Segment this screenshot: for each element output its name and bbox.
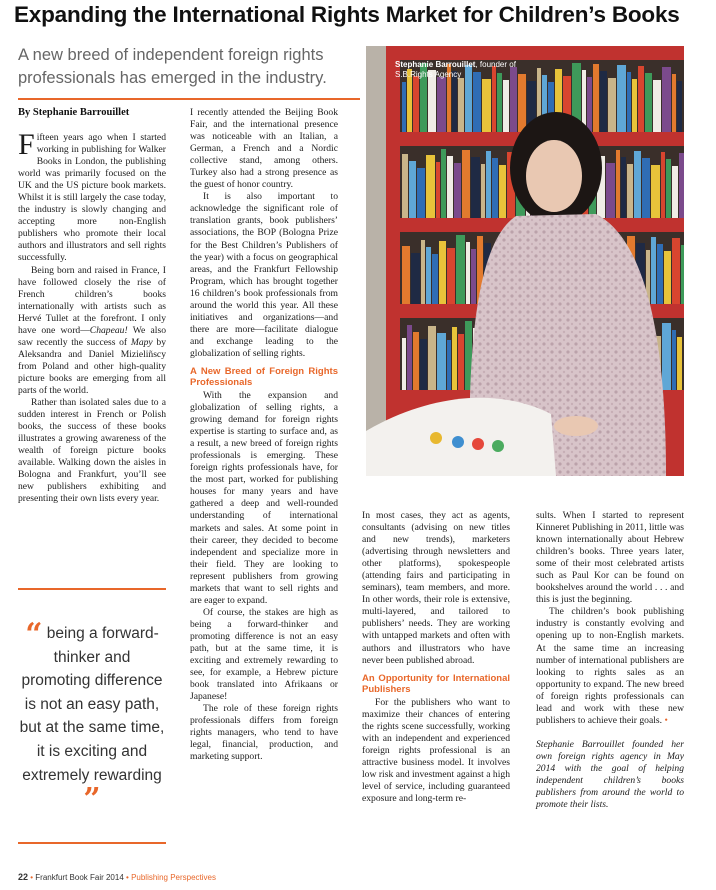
- paragraph: Of course, the stakes are high as being a forward-thinker and promoting difference is not an easy path, but at the same time, it is exciting and extremely rewarding to see, for example, a Hebrew picture book translated into Afrikaans or Japanese!: [190, 606, 338, 703]
- paragraph: In most cases, they act as agents, consultants (advising on new titles and new trends), marketers (advertising through newsletters and other platforms), spokespeople (attending fairs and participating in seminars), team members, and more. In other words, their role is extensive, multi-layered, and tailored to publishers’ needs. They are working with untapped markets and often with authors and illustrators who have never been published abroad.: [362, 510, 510, 666]
- pull-quote-text: being a forward-thinker and promoting difference is not an easy path, but at the same time, it is exciting and extremely rewarding: [19, 625, 165, 784]
- paragraph: With the expansion and globalization of selling rights, a growing demand for foreign rights expertise is starting to surface and, as a result, a new breed of foreign rights professionals is emerging. These foreign rights professionals have, for the most part, worked for publishing houses for many years and have gathered a deep and well-rounded understanding of international markets and sales. At some point in their career, they decided to become independent and specialize more in their field. They are looking to represent publishers from growing markets that want to sell rights and are eager to expand.: [190, 389, 338, 606]
- article-title: Expanding the International Rights Market for Children’s Books: [14, 2, 680, 27]
- paragraph: For the publishers who want to maximize their chances of entering the rights scene successfully, working with an independent and experienced foreign rights professional is an attractive business model. It involves low risk and investment against a high level of service, including guaranteed exposure and long-term re-: [362, 696, 510, 804]
- close-quote-icon: ”: [83, 782, 101, 818]
- paragraph: The children’s book publishing industry is constantly evolving and opening up to non-English markets. At the same time an increasing number of international publishers are looking to rights sales as an opportunity to expand. The new breed of foreign rights professionals can lead and work with these new publishers to achieve their goals. •: [536, 606, 684, 726]
- end-mark: •: [664, 714, 668, 726]
- paragraph: Fifteen years ago when I started working in publishing for Walker Books in London, the publishing world was primarily focused on the UK and the US picture book markets. Whilst it is still largely the case today, the industry is slowly changing and accepting more non-English publishers who promote their local authors and illustrators and sell rights successfully.: [18, 128, 166, 264]
- photo-caption: Stephanie Barrouillet, founder of S.B.Rights Agency: [395, 60, 516, 79]
- section-heading: A New Breed of Foreign Rights Professionals: [190, 365, 338, 389]
- column-4: [536, 510, 684, 811]
- page-number: 22: [18, 872, 29, 882]
- header-divider: [18, 98, 360, 100]
- open-quote-icon: “: [25, 617, 43, 652]
- paragraph: Rather than isolated sales due to a sudden interest in French or Polish books, the success of these books illustrates a growing awareness of the wealth of foreign picture books available. Walking down the aisles in Bologna and Frankfurt, you’ll see new publishers exhibiting and presenting their own lists every year.: [18, 397, 166, 505]
- author-photo: [366, 46, 684, 476]
- column-1: [18, 128, 166, 505]
- footer-event: Frankfurt Book Fair 2014: [35, 873, 124, 882]
- section-heading: An Opportunity for International Publishers: [362, 672, 510, 696]
- quote-bottom-divider: [18, 842, 166, 844]
- footer-publication: Publishing Perspectives: [131, 873, 216, 882]
- column-3: [362, 510, 510, 805]
- pull-quote: [18, 617, 166, 818]
- column-2: [190, 107, 338, 763]
- paragraph: I recently attended the Beijing Book Fair, and the international presence was noticeable with an Italian, a German, a French and a Nordic collective stand, among others. Turkey also had a strong presence as the guest of honor country.: [190, 107, 338, 191]
- article-subtitle: A new breed of independent foreign rights professionals has emerged in the industry.: [18, 46, 327, 87]
- paragraph: It is also important to acknowledge the significant role of translation grants, book publishers’ associations, the BOP (Bologna Prize for the Best Children’s Publishers of the year) with a focus on geographical areas, and the Frankfurt Fellowship Program, which has brought together 16 children’s book professionals from around the world this year. All these initiatives and organizations—and there are more—facilitate dialogue and exchange leading to the globalization of selling rights.: [190, 191, 338, 359]
- paragraph: The role of these foreign rights professionals differs from foreign rights managers, who tend to have legal, financial, production, and marketing support.: [190, 703, 338, 763]
- paragraph: sults. When I started to represent Kinneret Publishing in 2011, little was known internationally about Hebrew children’s books. Three years later, some of their most celebrated artists such as Paul Kor can be found on bookshelves around the world . . . and this is just the beginning.: [536, 510, 684, 606]
- paragraph: Being born and raised in France, I have followed closely the rise of French children’s books internationally with artists such as Hervé Tullet at the forefront. I only have one word—Chapeau! We also saw recently the success of Mapy by Aleksandra and Daniel Mizieliñscy from Poland and other high-quality picture books are emerging from all parts of the world.: [18, 264, 166, 396]
- drop-cap: F: [18, 128, 35, 161]
- author-bio: Stephanie Barrouillet founded her own foreign rights agency in May 2014 with the goal of helping independent children’s books publishers from around the world to promote their lists.: [536, 738, 684, 811]
- quote-top-divider: [18, 588, 166, 590]
- photo-illustration: [366, 46, 684, 476]
- page-footer: 22 • Frankfurt Book Fair 2014 • Publishing Perspectives: [18, 872, 216, 882]
- byline: By Stephanie Barrouillet: [18, 107, 130, 118]
